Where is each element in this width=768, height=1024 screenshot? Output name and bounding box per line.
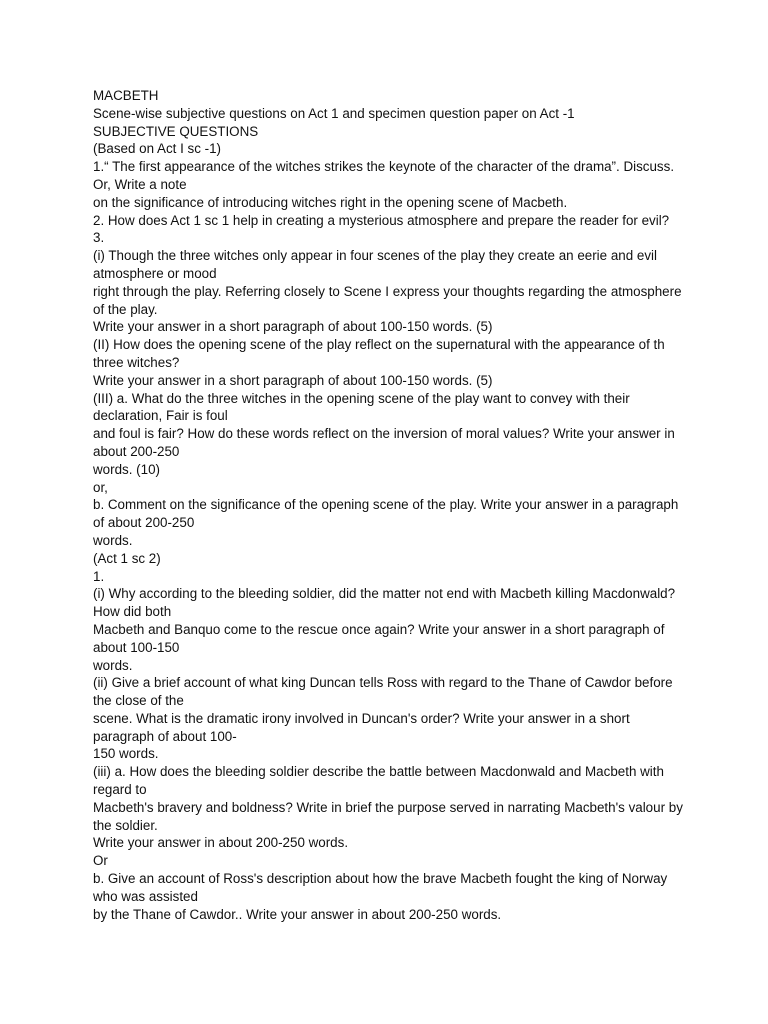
- question-number: 1.: [93, 568, 105, 584]
- question-line: on the significance of introducing witches right in the opening scene of Macbeth.: [93, 194, 568, 210]
- question-line: b. Give an account of Ross's description about how the brave Macbeth fought the king of Norway who was assisted: [93, 871, 668, 904]
- question-line: (i) Though the three witches only appear in four scenes of the play they create an eerie and evil atmosphere or mood: [93, 248, 657, 281]
- question-line: (III) a. What do the three witches in the opening scene of the play want to convey with their declaration, Fair is foul: [93, 390, 630, 424]
- question-line: (II) How does the opening scene of the play reflect on the supernatural with the appearance of th three witches?: [93, 337, 665, 370]
- question-line: by the Thane of Cawdor.. Write your answer in about 200-250 words.: [93, 906, 502, 922]
- question-line: words.: [93, 532, 133, 548]
- question-line: 2. How does Act 1 sc 1 help in creating a mysterious atmosphere and prepare the reader for evil?: [93, 212, 670, 228]
- question-line: (i) Why according to the bleeding soldier, did the matter not end with Macbeth killing Macdonwald? How did both: [93, 586, 676, 620]
- section-heading: SUBJECTIVE QUESTIONS: [93, 123, 259, 139]
- question-line: 150 words.: [93, 746, 159, 762]
- question-line: right through the play. Referring closely to Scene I express your thoughts regarding the atmosphere of the play.: [93, 283, 682, 317]
- question-line: Write your answer in about 200-250 words.: [93, 835, 349, 851]
- question-number: 3.: [93, 230, 105, 246]
- question-line: scene. What is the dramatic irony involved in Duncan's order? Write your answer in a short paragraph of about 100-: [93, 710, 630, 744]
- question-line: Or: [93, 853, 108, 869]
- question-line: Macbeth's bravery and boldness? Write in brief the purpose served in narrating Macbeth's valour by the soldier.: [93, 799, 683, 833]
- question-line: (iii) a. How does the bleeding soldier describe the battle between Macdonwald and Macbeth with regard to: [93, 764, 664, 798]
- document-body: [93, 87, 683, 923]
- question-line: b. Comment on the significance of the opening scene of the play. Write your answer in a paragraph of about 200-250: [93, 497, 679, 531]
- question-line: (ii) Give a brief account of what king Duncan tells Ross with regard to the Thane of Cawdor before the close of the: [93, 675, 673, 709]
- question-line: Write your answer in a short paragraph of about 100-150 words. (5): [93, 319, 493, 335]
- section-subheading: (Based on Act I sc -1): [93, 141, 222, 157]
- question-line: and foul is fair? How do these words reflect on the inversion of moral values? Write your answer in about 200-250: [93, 426, 675, 459]
- question-line: Macbeth and Banquo come to the rescue once again? Write your answer in a short paragraph of about 100-150: [93, 621, 665, 655]
- question-line: 1.“ The first appearance of the witches strikes the keynote of the character of the drama”. Discuss. Or, Write a note: [93, 159, 675, 192]
- question-line: words.: [93, 657, 133, 673]
- question-line: Write your answer in a short paragraph of about 100-150 words. (5): [93, 372, 493, 388]
- section-subheading: (Act 1 sc 2): [93, 550, 161, 566]
- document-subtitle: Scene-wise subjective questions on Act 1 and specimen question paper on Act -1: [93, 105, 575, 121]
- document-title: MACBETH: [93, 88, 159, 103]
- question-line: words. (10): [93, 461, 160, 477]
- question-line: or,: [93, 479, 108, 495]
